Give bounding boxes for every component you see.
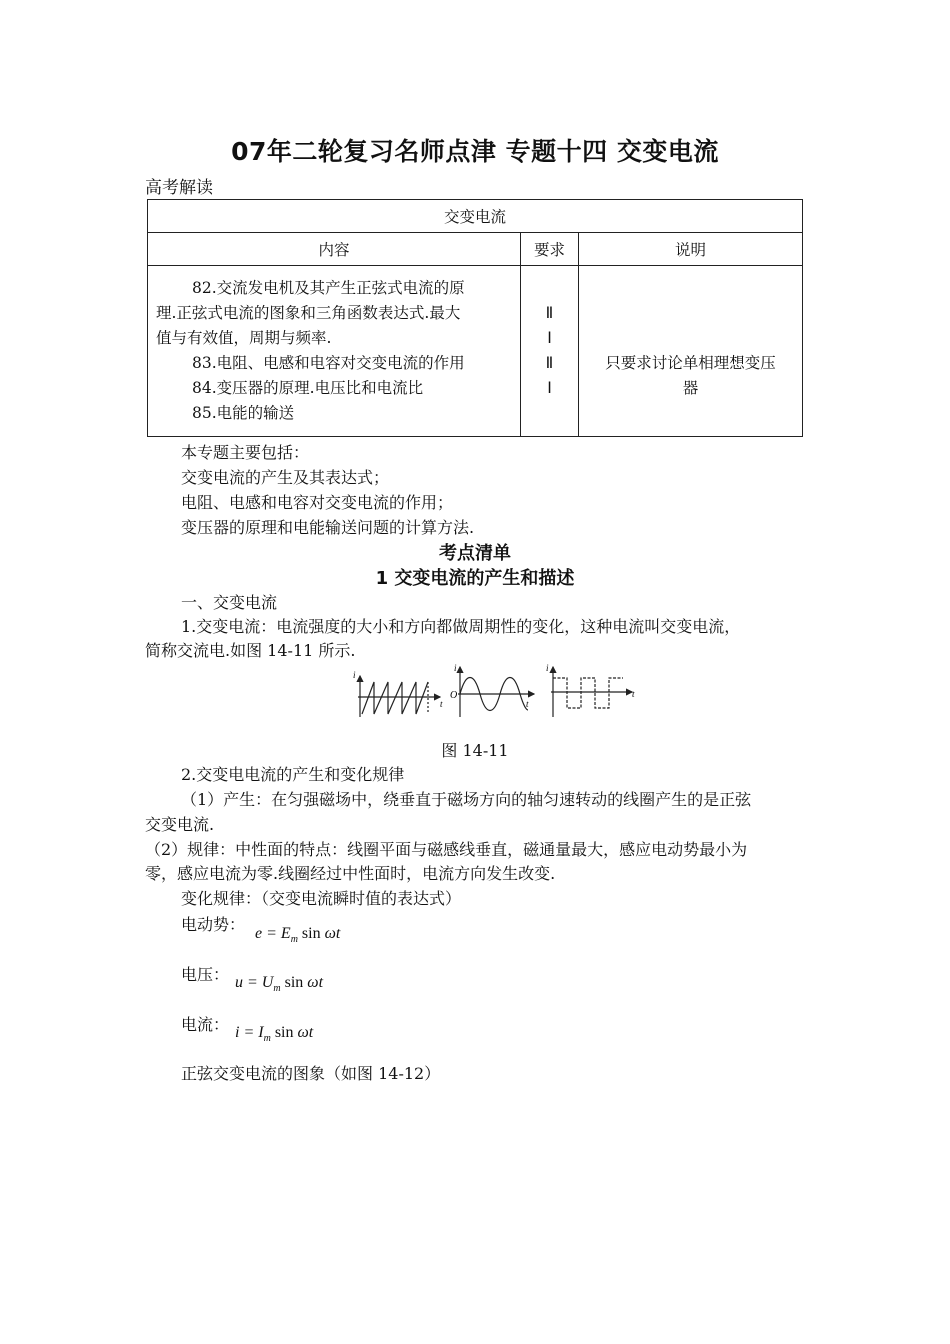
figure-caption: 图 14-11	[441, 741, 509, 760]
sawtooth-wave	[362, 682, 428, 714]
paragraph: 2.交变电电流的产生和变化规律	[181, 765, 405, 784]
section-label: 高考解读	[145, 178, 213, 198]
heading-kaodian: 考点清单	[439, 543, 511, 564]
square-graph	[551, 667, 632, 717]
level: Ⅰ	[547, 380, 552, 397]
header-requirement: 要求	[521, 233, 579, 266]
paragraph: （2）规律：中性面的特点：线圈平面与磁感线垂直，磁通量最大，感应电动势最小为	[145, 840, 748, 859]
axis-t-label: t	[440, 699, 443, 709]
level: Ⅱ	[545, 355, 554, 372]
content-line: 值与有效值，周期与频率.	[156, 329, 332, 347]
formula-label: 电动势：	[181, 915, 246, 934]
header-content: 内容	[148, 233, 521, 266]
axis-i-label: i	[546, 663, 549, 673]
content-line: 85.电能的输送	[192, 404, 295, 422]
formula-label: 电压：	[181, 965, 230, 984]
paragraph: （1）产生：在匀强磁场中，绕垂直于磁场方向的轴匀速转动的线圈产生的是正弦	[181, 790, 752, 809]
intro-line: 电阻、电感和电容对交变电流的作用；	[181, 493, 454, 512]
intro-line: 交变电流的产生及其表达式；	[181, 468, 390, 487]
table-caption: 交变电流	[148, 200, 803, 233]
sub-heading: 一、交变电流	[181, 593, 278, 612]
content-line: 理.正弦式电流的图象和三角函数表达式.最大	[156, 304, 461, 322]
content-line: 83.电阻、电感和电容对交变电流的作用	[192, 354, 465, 372]
sine-graph	[458, 667, 534, 717]
axis-i-label: i	[353, 670, 356, 680]
paragraph: 交变电流.	[145, 815, 215, 834]
content-cell	[148, 266, 521, 437]
heading-section-1: 1 交变电流的产生和描述	[375, 568, 575, 589]
level: Ⅱ	[545, 305, 554, 322]
formula-current: $i = I_m$ sin ωt	[235, 1024, 314, 1045]
formula-emf: $e = E_m$ sin ωt	[255, 925, 341, 946]
level: Ⅰ	[547, 330, 552, 347]
square-wave	[553, 678, 623, 708]
axis-i-label: i	[454, 663, 457, 673]
content-line: 84.变压器的原理.电压比和电流比	[192, 379, 424, 397]
requirements-table	[147, 199, 803, 437]
origin-label: O	[450, 690, 458, 701]
intro-line: 本专题主要包括：	[181, 443, 310, 462]
note-line: 器	[682, 379, 699, 397]
paragraph: 变化规律：（交变电流瞬时值的表达式）	[181, 889, 462, 908]
content-line: 82.交流发电机及其产生正弦式电流的原	[192, 279, 465, 297]
page-title: 07年二轮复习名师点津 专题十四 交变电流	[231, 137, 719, 166]
paragraph: 零，感应电流为零.线圈经过中性面时，电流方向发生改变.	[145, 864, 556, 883]
paragraph: 正弦交变电流的图象（如图 14-12）	[181, 1064, 441, 1083]
formula-voltage: $u = U_m$ sin ωt	[235, 974, 324, 995]
levels-cell	[521, 266, 579, 437]
axis-t-label: t	[526, 699, 529, 709]
paragraph: 简称交流电.如图 14-11 所示.	[145, 641, 356, 660]
sawtooth-graph	[358, 676, 440, 717]
note-cell	[579, 266, 803, 437]
formula-label: 电流：	[181, 1015, 230, 1034]
paragraph: 1.交变电流：电流强度的大小和方向都做周期性的变化，这种电流叫交变电流，	[181, 617, 741, 636]
header-note: 说明	[579, 233, 803, 266]
intro-line: 变压器的原理和电能输送问题的计算方法.	[181, 518, 475, 537]
axis-t-label: t	[632, 689, 635, 699]
note-line: 只要求讨论单相理想变压	[605, 354, 776, 372]
figure-14-11	[348, 662, 640, 724]
